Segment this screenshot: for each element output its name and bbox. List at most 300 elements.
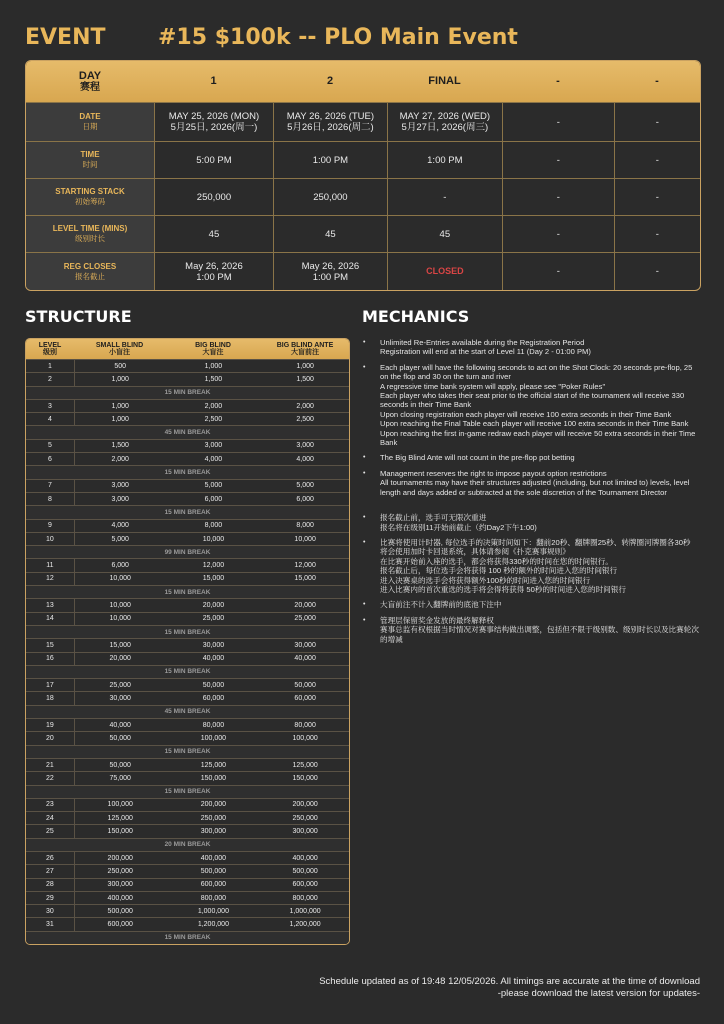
level-cell: 125,000 <box>200 761 227 769</box>
schedule-row-label <box>26 179 155 215</box>
day-column-1: 1 <box>210 75 217 87</box>
level-cell: 2,000 <box>204 402 223 410</box>
level-cell: 3,000 <box>204 442 223 450</box>
structure-header-en: BIG BLIND <box>195 341 231 349</box>
level-cell: 25 <box>26 825 75 837</box>
level-cell: 50,000 <box>202 681 225 689</box>
level-cell: 15,000 <box>202 575 225 583</box>
mechanic-line: • 比赛将使用计时器, 每位选手的决策时间如下：翻前20秒、翻牌圈25秒、转牌圈河牌圈各30秒 <box>380 537 691 547</box>
level-cell: 21 <box>26 759 75 771</box>
level-cell: 1 <box>26 360 75 372</box>
level-cell: 2,000 <box>111 455 129 463</box>
level-cell: 4,000 <box>204 455 223 463</box>
level-cell: 6 <box>26 453 75 465</box>
level-cell: 6,000 <box>111 562 129 570</box>
schedule-cell <box>503 216 615 252</box>
level-cell: 27 <box>26 865 75 877</box>
schedule-cell-text: 250,000 <box>196 191 232 203</box>
mechanics-spacer <box>362 503 700 513</box>
event-label: EVENT <box>25 25 106 50</box>
break-row: 15 MIN BREAK <box>26 625 349 638</box>
level-cell: 500 <box>114 362 127 370</box>
mechanic-line: Registration will end at the start of Level 11 (Day 2 - 01:00 PM) <box>380 347 591 357</box>
level-cell: 40,000 <box>109 721 131 729</box>
level-row <box>26 891 349 904</box>
level-cell: 30,000 <box>202 641 225 649</box>
level-cell: 24 <box>26 812 75 824</box>
mechanic-line: • 大盲前注不计入翻牌前的底池下注中 <box>380 600 502 610</box>
level-cell: 11 <box>26 559 75 571</box>
level-row <box>26 811 349 824</box>
schedule-row-label <box>26 253 155 290</box>
mechanic-line: • Management reserves the right to impose payout option restrictions <box>380 468 607 478</box>
level-cell: 2,500 <box>296 415 314 423</box>
schedule-cell-text: - <box>556 266 560 277</box>
level-cell: 40,000 <box>294 655 316 663</box>
level-cell: 18 <box>26 692 75 704</box>
level-cell: 30 <box>26 905 75 917</box>
level-row <box>26 439 349 452</box>
level-row <box>26 718 349 731</box>
schedule-cell <box>155 179 274 215</box>
level-cell: 3,000 <box>111 482 129 490</box>
level-cell: 1,500 <box>296 375 314 383</box>
level-cell: 10,000 <box>202 535 225 543</box>
level-cell: 12,000 <box>202 562 225 570</box>
level-cell: 150,000 <box>292 774 318 782</box>
level-row <box>26 492 349 505</box>
level-cell: 3,000 <box>111 495 129 503</box>
level-cell: 12 <box>26 573 75 585</box>
level-cell: 800,000 <box>200 894 227 902</box>
level-cell: 2,000 <box>296 402 314 410</box>
mechanic-item-zh <box>362 616 700 644</box>
level-cell: 100,000 <box>107 801 133 809</box>
structure-header-cell <box>261 339 349 359</box>
break-row: 45 MIN BREAK <box>26 705 349 718</box>
level-row <box>26 479 349 492</box>
level-cell: 13 <box>26 599 75 611</box>
level-cell: 150,000 <box>107 828 133 836</box>
structure-header-cell <box>26 339 74 359</box>
schedule-cell-text: MAY 25, 2026 (MON) <box>168 111 260 122</box>
level-row <box>26 638 349 651</box>
level-cell: 150,000 <box>200 774 227 782</box>
level-cell: 300,000 <box>200 828 227 836</box>
level-cell: 50,000 <box>109 734 131 742</box>
level-cell: 1,000,000 <box>197 907 229 915</box>
day-column-2: 2 <box>326 75 334 87</box>
level-cell: 800,000 <box>292 894 318 902</box>
level-row <box>26 612 349 625</box>
level-row <box>26 558 349 571</box>
mechanic-item-en <box>362 469 700 497</box>
level-cell: 8,000 <box>204 522 223 530</box>
schedule-cell-text: - <box>556 191 560 203</box>
level-cell: 20,000 <box>202 601 225 609</box>
schedule-cell <box>388 142 503 178</box>
schedule-cell <box>274 142 388 178</box>
level-row <box>26 678 349 691</box>
break-row: 15 MIN BREAK <box>26 785 349 798</box>
level-cell: 10,000 <box>109 601 131 609</box>
schedule-cell <box>274 253 388 290</box>
mechanic-line: All tournaments may have their structures adjusted (including, but not limited to) levels, level length and days added or subtracted at the sole discretion of the Tournament Director <box>380 478 690 497</box>
schedule-cell <box>388 216 503 252</box>
mechanic-line: 赛事总监有权根据当时情况对赛事结构做出调整，包括但不限于级别数、级别时长以及比赛轮次的增减 <box>380 625 699 644</box>
level-row <box>26 519 349 532</box>
mechanic-line: Upon closing registration each player will receive 100 extra seconds in their Time Bank <box>380 409 672 419</box>
structure-header-en: LEVEL <box>38 341 62 349</box>
level-row <box>26 864 349 877</box>
level-cell: 50,000 <box>109 761 131 769</box>
row-label-en: REG CLOSES <box>63 261 117 271</box>
level-row <box>26 691 349 704</box>
event-name: #15 $100k -- PLO Main Event <box>158 25 518 50</box>
level-cell: 2,500 <box>204 415 223 423</box>
schedule-header-row <box>26 61 700 102</box>
schedule-cell-text: 1:00 PM <box>312 154 349 166</box>
row-label-zh: 日期 <box>82 122 98 131</box>
level-cell: 300,000 <box>107 881 133 889</box>
break-row: 45 MIN BREAK <box>26 425 349 438</box>
footer-note <box>319 976 700 1000</box>
schedule-table <box>25 60 701 291</box>
level-cell: 60,000 <box>202 695 225 703</box>
level-cell: 10,000 <box>294 535 316 543</box>
level-cell: 17 <box>26 679 75 691</box>
schedule-cell-text: MAY 26, 2026 (TUE) <box>286 111 375 122</box>
level-cell: 400,000 <box>107 894 133 902</box>
schedule-cell-text: 1:00 PM <box>427 154 463 166</box>
row-label-zh: 报名截止 <box>75 271 105 281</box>
level-cell: 25,000 <box>109 681 131 689</box>
level-cell: 29 <box>26 892 75 904</box>
schedule-cell <box>155 253 274 290</box>
mechanic-item-en <box>362 453 700 462</box>
schedule-row-label <box>26 103 155 141</box>
schedule-cell-text: - <box>655 116 659 128</box>
break-row: 99 MIN BREAK <box>26 545 349 558</box>
schedule-cell <box>155 103 274 141</box>
level-cell: 400,000 <box>292 854 318 862</box>
level-row <box>26 824 349 837</box>
level-cell: 1,500 <box>111 442 129 450</box>
level-cell: 60,000 <box>294 695 316 703</box>
level-row <box>26 452 349 465</box>
schedule-cell-text: MAY 27, 2026 (WED) <box>399 111 491 122</box>
level-cell: 5,000 <box>111 535 129 543</box>
schedule-cell-text: 1:00 PM <box>196 271 232 283</box>
structure-header-zh: 大盲前注 <box>291 349 319 356</box>
level-cell: 1,000 <box>111 415 129 423</box>
schedule-cell-text: - <box>655 228 659 240</box>
mechanic-line: 进入决赛桌的选手会将获得额外100秒的时间进入您的时间银行 <box>380 575 591 585</box>
schedule-cell-text: May 26, 2026 <box>301 260 360 272</box>
mechanic-line: Upon reaching the Final Table each player will receive 100 extra seconds in their Time Bank <box>380 419 689 429</box>
level-row <box>26 758 349 771</box>
schedule-cell-text: 5月27日, 2026(周三) <box>401 122 489 133</box>
level-cell: 250,000 <box>292 814 318 822</box>
level-cell: 200,000 <box>200 801 227 809</box>
row-label-en: LEVEL TIME (MINS) <box>52 224 128 233</box>
schedule-cell-text: 5月25日, 2026(周一) <box>170 122 258 133</box>
level-cell: 16 <box>26 653 75 665</box>
level-cell: 1,000 <box>111 402 129 410</box>
schedule-cell <box>615 142 700 178</box>
level-cell: 19 <box>26 719 75 731</box>
mechanic-line: • The Big Blind Ante will not count in the pre-flop pot betting <box>380 453 575 463</box>
level-row <box>26 572 349 585</box>
mechanic-line: 报名截止后，每位选手会将获得 100 秒的额外的时间进入您的时间银行 <box>380 566 618 576</box>
schedule-cell-text: 5:00 PM <box>196 154 232 166</box>
mechanics-list <box>362 338 700 650</box>
level-cell: 400,000 <box>200 854 227 862</box>
schedule-cell <box>615 216 700 252</box>
mechanic-line: • 报名截止前，选手可无限次重进 <box>380 513 487 523</box>
structure-header-zh: 级别 <box>43 349 57 356</box>
level-row <box>26 652 349 665</box>
schedule-cell <box>155 142 274 178</box>
mechanic-line: 报名将在级别11开始前截止（约Day2下午1:00) <box>380 522 537 532</box>
level-cell: 500,000 <box>200 867 227 875</box>
level-cell: 80,000 <box>294 721 316 729</box>
schedule-cell-text: May 26, 2026 <box>185 260 243 272</box>
schedule-cell-text: - <box>556 116 560 128</box>
row-label-zh: 时间 <box>82 160 98 169</box>
schedule-cell-text: - <box>556 154 560 166</box>
schedule-row <box>26 252 700 290</box>
break-row: 15 MIN BREAK <box>26 465 349 478</box>
level-cell: 4,000 <box>296 455 314 463</box>
level-cell: 2 <box>26 373 75 385</box>
level-cell: 80,000 <box>202 721 225 729</box>
structure-header-cell <box>74 339 165 359</box>
level-cell: 1,000 <box>204 362 223 370</box>
level-cell: 25,000 <box>202 615 225 623</box>
schedule-cell-text: 5月26日, 2026(周二) <box>287 122 374 133</box>
level-cell: 10 <box>26 533 75 545</box>
schedule-cell-text: - <box>655 191 659 203</box>
schedule-cell <box>615 103 700 141</box>
mechanic-line: Upon reaching the first in-game redraw each player will receive 50 extra seconds in their Time Bank <box>380 428 696 448</box>
level-cell: 10,000 <box>109 575 131 583</box>
level-cell: 1,200,000 <box>197 921 229 929</box>
level-cell: 4,000 <box>111 522 129 530</box>
day-label-en: DAY <box>78 69 102 82</box>
level-cell: 31 <box>26 918 75 930</box>
level-row <box>26 878 349 891</box>
event-title <box>25 22 705 56</box>
level-cell: 15,000 <box>294 575 316 583</box>
schedule-cell <box>274 216 388 252</box>
level-row <box>26 771 349 784</box>
structure-header-zh: 小盲注 <box>109 349 130 356</box>
break-row: 15 MIN BREAK <box>26 931 349 944</box>
schedule-cell <box>388 179 503 215</box>
level-cell: 1,200,000 <box>289 921 321 929</box>
level-cell: 5 <box>26 440 75 452</box>
level-cell: 600,000 <box>200 881 227 889</box>
level-cell: 5,000 <box>296 482 314 490</box>
day-column-3: FINAL <box>428 75 461 87</box>
level-cell: 6,000 <box>296 495 314 503</box>
level-cell: 1,000 <box>296 362 314 370</box>
footer-line-2: -please download the latest version for updates- <box>497 988 700 999</box>
level-cell: 250,000 <box>200 814 227 822</box>
day-column-5: - <box>655 75 659 87</box>
break-row: 15 MIN BREAK <box>26 505 349 518</box>
level-cell: 20,000 <box>109 655 131 663</box>
day-column-4: - <box>556 75 560 87</box>
schedule-cell <box>615 179 700 215</box>
schedule-row-label <box>26 216 155 252</box>
structure-header-cell <box>165 339 261 359</box>
mechanic-item-zh <box>362 538 700 594</box>
schedule-cell <box>503 142 615 178</box>
level-cell: 26 <box>26 852 75 864</box>
level-cell: 12,000 <box>294 562 316 570</box>
level-cell: 125,000 <box>107 814 133 822</box>
schedule-cell-text: 1:00 PM <box>312 271 349 283</box>
level-cell: 30,000 <box>109 695 131 703</box>
schedule-cell-text: - <box>655 266 659 277</box>
mechanic-line: • Each player will have the following seconds to act on the Shot Clock: 20 seconds pre-flop, 25 on the flop and 30 on the turn and river <box>380 362 693 382</box>
schedule-row <box>26 102 700 141</box>
level-cell: 23 <box>26 799 75 811</box>
schedule-cell-text: - <box>556 228 560 240</box>
level-cell: 250,000 <box>107 867 133 875</box>
level-cell: 500,000 <box>107 907 133 915</box>
level-cell: 14 <box>26 613 75 625</box>
level-cell: 22 <box>26 772 75 784</box>
level-cell: 5,000 <box>204 482 223 490</box>
row-label-en: DATE <box>79 112 101 121</box>
structure-header-en: SMALL BLIND <box>95 341 144 349</box>
row-label-en: STARTING STACK <box>55 187 125 196</box>
level-cell: 28 <box>26 879 75 891</box>
level-cell: 1,000 <box>111 375 129 383</box>
level-cell: 200,000 <box>107 854 133 862</box>
schedule-cell-text: CLOSED <box>426 266 464 276</box>
schedule-cell-text: - <box>443 191 447 203</box>
schedule-cell-text: 45 <box>439 228 451 240</box>
level-cell: 6,000 <box>204 495 223 503</box>
level-cell: 100,000 <box>292 734 318 742</box>
level-cell: 75,000 <box>109 774 131 782</box>
mechanic-line: 将会使用加时卡回退系统，具体请参阅《扑克赛事规则》 <box>380 547 570 557</box>
schedule-row-label <box>26 142 155 178</box>
level-row <box>26 731 349 744</box>
schedule-cell-text: 250,000 <box>313 191 348 203</box>
level-cell: 25,000 <box>294 615 316 623</box>
level-cell: 20,000 <box>294 601 316 609</box>
schedule-cell <box>615 253 700 290</box>
structure-header-row <box>26 339 349 359</box>
schedule-row <box>26 178 700 215</box>
level-row <box>26 598 349 611</box>
schedule-cell <box>274 179 388 215</box>
level-cell: 8,000 <box>296 522 314 530</box>
mechanic-line: A regressive time bank system will apply, please see "Poker Rules" <box>380 381 606 391</box>
level-cell: 4 <box>26 413 75 425</box>
level-cell: 9 <box>26 520 75 532</box>
level-cell: 10,000 <box>109 615 131 623</box>
structure-title: STRUCTURE <box>25 307 132 326</box>
level-cell: 7 <box>26 480 75 492</box>
break-row: 15 MIN BREAK <box>26 585 349 598</box>
mechanic-item-en <box>362 363 700 448</box>
level-cell: 1,000,000 <box>289 907 321 915</box>
level-cell: 300,000 <box>292 828 318 836</box>
level-row <box>26 798 349 811</box>
schedule-row <box>26 215 700 252</box>
level-cell: 100,000 <box>200 734 227 742</box>
level-row <box>26 917 349 930</box>
break-row: 15 MIN BREAK <box>26 386 349 399</box>
level-row <box>26 359 349 372</box>
level-cell: 20 <box>26 732 75 744</box>
mechanic-line: • 管理层保留奖金发放的最终解释权 <box>380 615 494 625</box>
break-row: 15 MIN BREAK <box>26 745 349 758</box>
schedule-cell <box>388 103 503 141</box>
structure-header-en: BIG BLIND ANTE <box>276 341 334 349</box>
row-label-en: TIME <box>80 150 100 159</box>
break-row: 20 MIN BREAK <box>26 838 349 851</box>
level-cell: 600,000 <box>107 921 133 929</box>
row-label-zh: 级别时长 <box>75 234 105 243</box>
footer-line-1: Schedule updated as of 19:48 12/05/2026. All timings are accurate at the time of download <box>319 976 700 987</box>
level-cell: 50,000 <box>294 681 316 689</box>
mechanic-line: 在比赛开始前入座的选手，都会将获得330秒的时间在您的时间银行。 <box>380 556 613 566</box>
level-cell: 3 <box>26 400 75 412</box>
structure-table <box>25 338 350 945</box>
level-cell: 3,000 <box>296 442 314 450</box>
mechanic-line: 进入比赛内的首次重选的选手将会得将获得 50秒的时间进入您的时间银行 <box>380 584 626 594</box>
level-cell: 30,000 <box>294 641 316 649</box>
mechanic-item-zh <box>362 513 700 532</box>
level-cell: 1,500 <box>204 375 223 383</box>
mechanic-item-zh <box>362 600 700 609</box>
schedule-cell <box>503 103 615 141</box>
schedule-cell-text: 45 <box>208 228 220 240</box>
mechanic-item-en <box>362 338 700 357</box>
schedule-header-label <box>26 61 154 102</box>
level-row <box>26 372 349 385</box>
level-cell: 15 <box>26 639 75 651</box>
level-cell: 15,000 <box>109 641 131 649</box>
level-cell: 500,000 <box>292 867 318 875</box>
schedule-cell-text: - <box>655 154 659 166</box>
schedule-cell <box>503 179 615 215</box>
level-row <box>26 851 349 864</box>
level-cell: 200,000 <box>292 801 318 809</box>
schedule-cell <box>388 253 503 290</box>
schedule-cell <box>503 253 615 290</box>
level-cell: 40,000 <box>202 655 225 663</box>
level-row <box>26 412 349 425</box>
structure-header-zh: 大盲注 <box>202 349 224 356</box>
mechanics-title: MECHANICS <box>362 307 470 326</box>
level-cell: 8 <box>26 493 75 505</box>
mechanic-line: Each player who takes their seat prior to the official start of the tournament will receive 330 seconds in their Time Bank <box>380 391 685 410</box>
break-row: 15 MIN BREAK <box>26 665 349 678</box>
schedule-row <box>26 141 700 178</box>
level-cell: 600,000 <box>292 881 318 889</box>
level-row <box>26 904 349 917</box>
schedule-cell-text: 45 <box>325 228 336 240</box>
level-row <box>26 532 349 545</box>
